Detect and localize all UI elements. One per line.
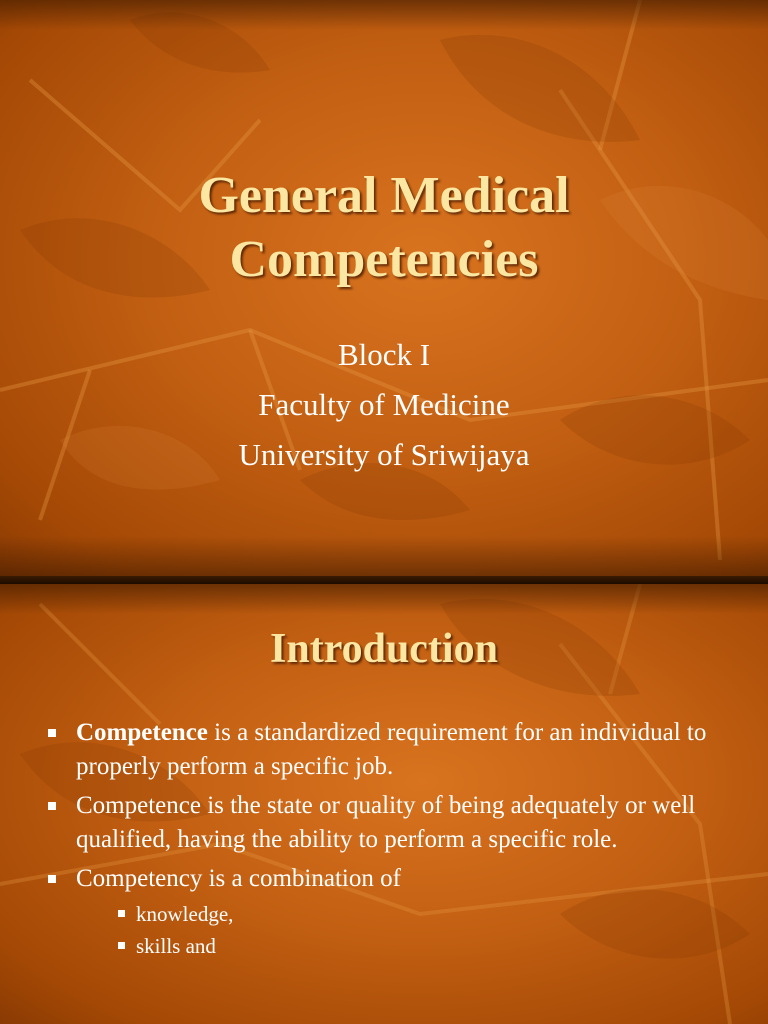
slide-top-shade — [0, 0, 768, 30]
sub-bullet-item: knowledge, — [104, 898, 726, 930]
title-line-1: General Medical — [198, 167, 570, 224]
subtitle-line-university: University of Sriwijaya — [238, 437, 530, 472]
slide-1-title — [0, 164, 768, 292]
bullet-item — [46, 716, 726, 784]
subtitle-line-block: Block I — [337, 337, 431, 372]
slide-1-subtitle — [0, 330, 768, 480]
sub-bullet-item: skills and — [104, 930, 726, 962]
slide-divider — [0, 576, 768, 584]
slide-2-title: Introduction — [270, 626, 498, 672]
slide-top-shade — [0, 584, 768, 614]
sub-bullet-list — [76, 898, 726, 962]
slide-2[interactable] — [0, 584, 768, 1024]
bullet-text: Competency is a combination of — [76, 865, 401, 892]
subtitle-line-faculty: Faculty of Medicine — [258, 387, 510, 422]
slide-bottom-shade — [0, 536, 768, 576]
bullet-list — [46, 716, 726, 967]
bullet-item — [46, 789, 726, 857]
bullet-bold-term: Competence — [76, 719, 208, 746]
bullet-item — [46, 862, 726, 962]
title-line-2: Competencies — [229, 231, 539, 288]
bullet-text: is a standardized requirement for an individual to properly perform a specific job. — [76, 719, 707, 780]
bullet-text: Competence is the state or quality of being adequately or well qualified, having the ability to perform a specific role. — [76, 792, 696, 853]
